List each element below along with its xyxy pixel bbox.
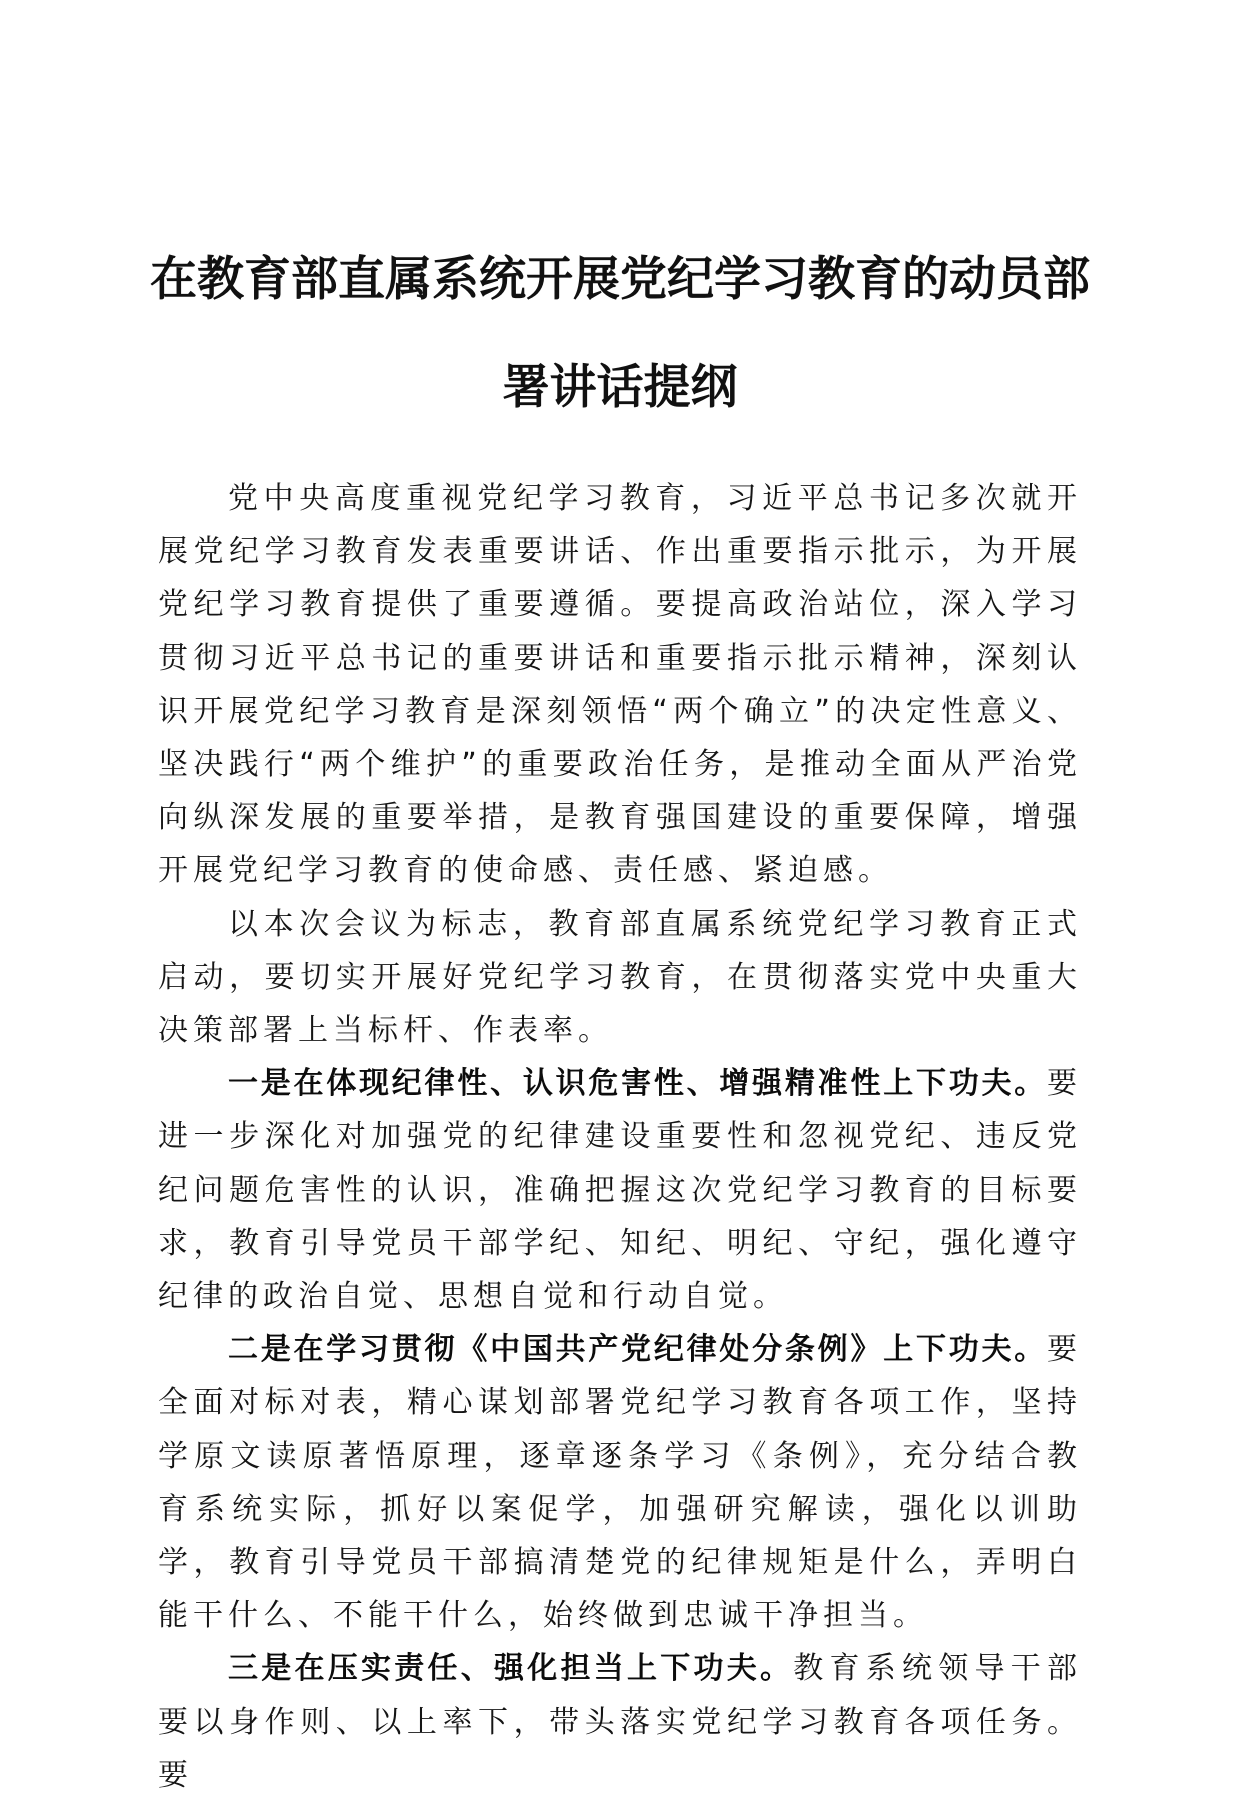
paragraph-5-heading: 三是在压实责任、强化担当上下功夫。 xyxy=(228,1651,794,1687)
paragraph-3-heading: 一是在体现纪律性、认识危害性、增强精准性上下功夫。 xyxy=(228,1066,1047,1102)
paragraph-5-text: 教育系统领导干部要以身作则、以上率下，带头落实党纪学习教育各项任务。要 xyxy=(158,1651,1082,1793)
document-title: 在教育部直属系统开展党纪学习教育的动员部署讲话提纲 xyxy=(150,252,1090,415)
paragraph-2 xyxy=(158,898,1082,1058)
paragraph-5 xyxy=(158,1642,1082,1802)
paragraph-4 xyxy=(158,1323,1082,1642)
paragraph-2-text: 以本次会议为标志，教育部直属系统党纪学习教育正式启动，要切实开展好党纪学习教育，在贯彻落实党中央重大决策部署上当标杆、作表率。 xyxy=(158,906,1082,1049)
paragraph-1-text: 党中央高度重视党纪学习教育，习近平总书记多次就开展党纪学习教育发表重要讲话、作出重要指示批示，为开展党纪学习教育提供了重要遵循。要提高政治站位，深入学习贯彻习近平总书记的重要讲话和重要指示批示精神，深刻认识开展党纪学习教育是深刻领悟“两个确立”的决定性意义、坚决践行“两个维护”的重要政治任务，是推动全面从严治党向纵深发展的重要举措，是教育强国建设的重要保障，增强开展党纪学习教育的使命感、责任感、紧迫感。 xyxy=(158,481,1082,889)
document-body xyxy=(158,472,1082,1802)
paragraph-4-heading: 二是在学习贯彻《中国共产党纪律处分条例》上下功夫。 xyxy=(228,1332,1047,1368)
paragraph-3 xyxy=(158,1057,1082,1323)
paragraph-3-text: 要进一步深化对加强党的纪律建设重要性和忽视党纪、违反党纪问题危害性的认识，准确把握这次党纪学习教育的目标要求，教育引导党员干部学纪、知纪、明纪、守纪，强化遵守纪律的政治自觉、思想自觉和行动自觉。 xyxy=(158,1066,1082,1315)
paragraph-1 xyxy=(158,472,1082,898)
paragraph-4-text: 要全面对标对表，精心谋划部署党纪学习教育各项工作，坚持学原文读原著悟原理，逐章逐条学习《条例》，充分结合教育系统实际，抓好以案促学，加强研究解读，强化以训助学，教育引导党员干部搞清楚党的纪律规矩是什么，弄明白能干什么、不能干什么，始终做到忠诚干净担当。 xyxy=(158,1332,1082,1634)
